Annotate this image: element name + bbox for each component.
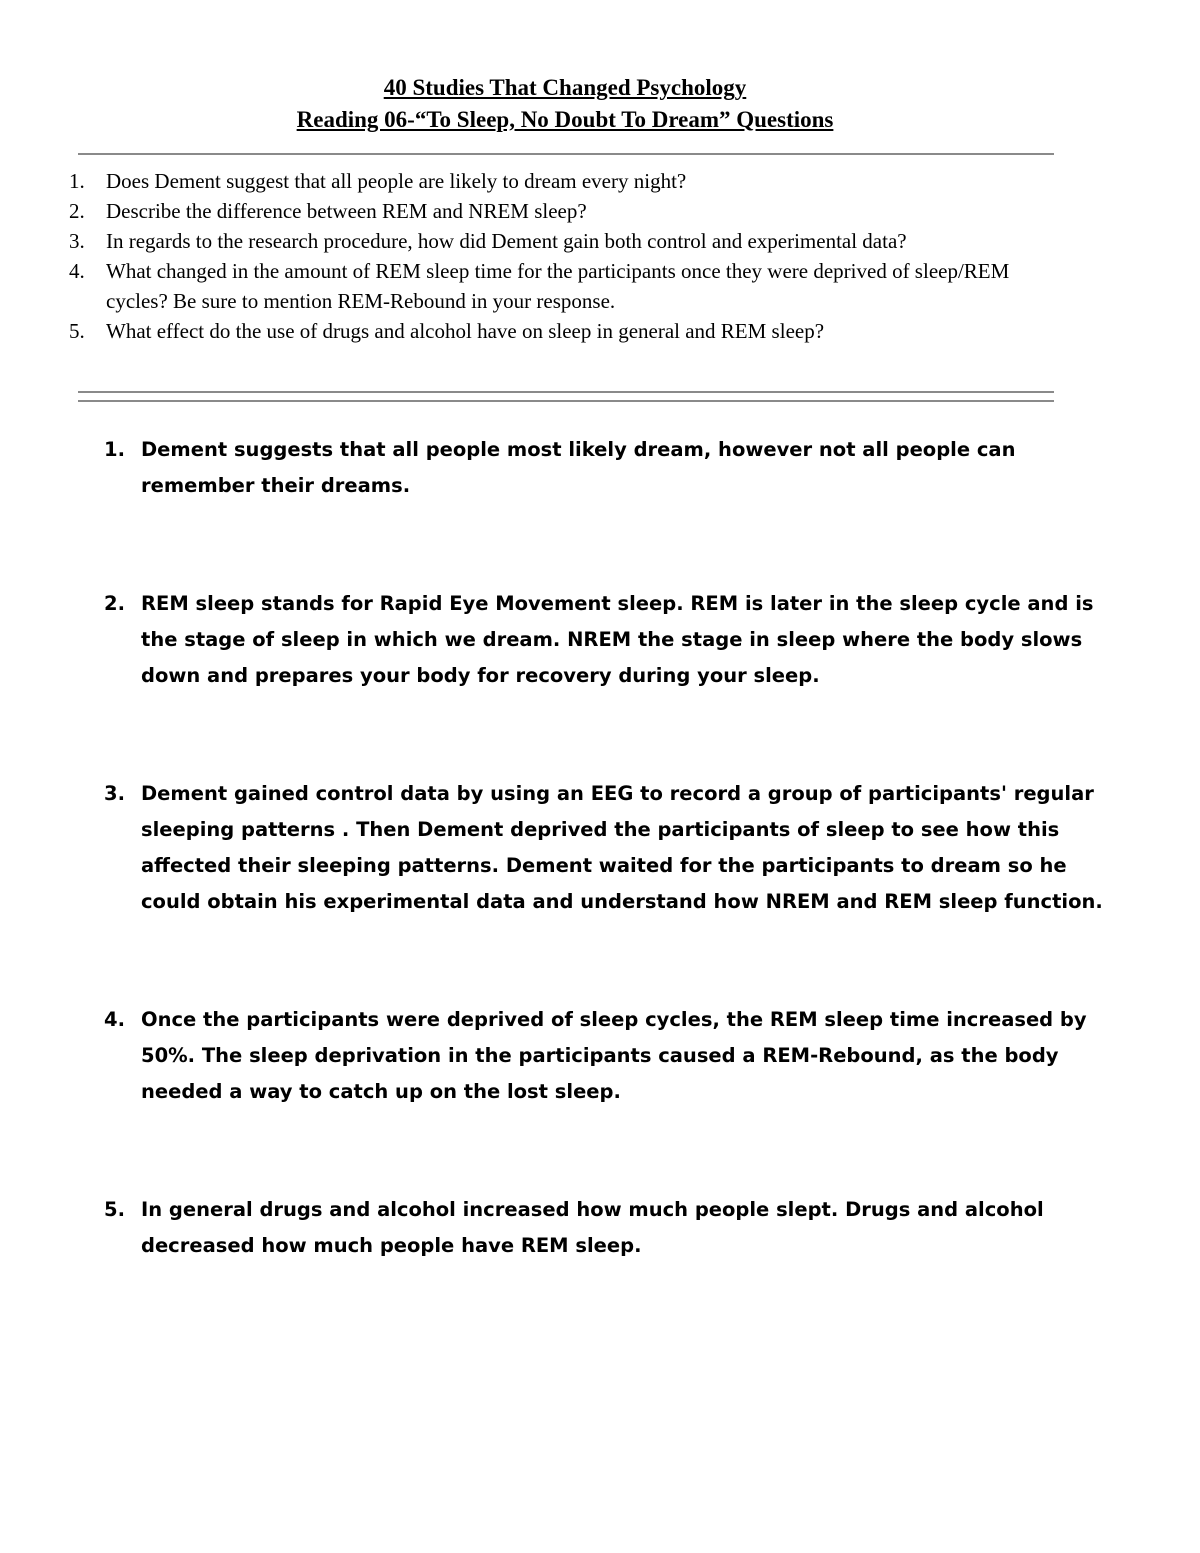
question-text: Does Dement suggest that all people are likely to dream every night? [106,169,687,193]
answer-number: 1. [104,438,125,461]
question-number: 3. [69,229,85,253]
answer-text: Dement suggests that all people most likely dream, however not all people can remember their dreams. [141,438,1016,497]
answer-number: 3. [104,782,125,805]
top-divider [78,153,1054,155]
question-text: Describe the difference between REM and NREM sleep? [106,199,587,223]
answer-item [100,432,1130,504]
bottom-divider-lower [78,400,1054,402]
answer-number: 4. [104,1008,125,1031]
question-item [65,196,1055,226]
document-subtitle: Reading 06-“To Sleep, No Doubt To Dream” Questions [296,107,834,132]
question-item [65,316,1055,346]
question-item [65,226,1055,256]
bottom-divider-upper [78,391,1054,393]
answer-number: 5. [104,1198,125,1221]
answer-number: 2. [104,592,125,615]
answer-item [100,1002,1130,1110]
answer-text: REM sleep stands for Rapid Eye Movement sleep. REM is later in the sleep cycle and is the stage of sleep in which we dream. NREM the stage in sleep where the body slows down and prepares your body for recovery during your sleep. [141,592,1094,687]
question-list [65,166,1055,346]
answer-text: Once the participants were deprived of sleep cycles, the REM sleep time increased by 50%. The sleep deprivation in the participants caused a REM-Rebound, as the body needed a way to catch up on the lost sleep. [141,1008,1087,1103]
document-header [0,72,1130,136]
question-number: 5. [69,319,85,343]
question-item [65,166,1055,196]
answer-text: In general drugs and alcohol increased how much people slept. Drugs and alcohol decreased how much people have REM sleep. [141,1198,1044,1257]
question-item [65,256,1055,316]
answer-item [100,1192,1130,1264]
question-text: What effect do the use of drugs and alcohol have on sleep in general and REM sleep? [106,319,825,343]
answer-item [100,776,1130,920]
document-title: 40 Studies That Changed Psychology [383,75,747,100]
question-number: 4. [69,259,85,283]
question-number: 1. [69,169,85,193]
question-text: What changed in the amount of REM sleep time for the participants once they were deprived of sleep/REM cycles? Be sure to mention REM-Rebound in your response. [106,259,1010,313]
question-text: In regards to the research procedure, how did Dement gain both control and experimental data? [106,229,907,253]
answer-list [100,432,1130,1264]
answer-text: Dement gained control data by using an EEG to record a group of participants' regular sleeping patterns . Then Dement deprived the participants of sleep to see how this affected their sleeping patterns. Dement waited for the participants to dream so he could obtain his experimental data and understand how NREM and REM sleep function. [141,782,1103,913]
question-number: 2. [69,199,85,223]
answer-item [100,586,1130,694]
